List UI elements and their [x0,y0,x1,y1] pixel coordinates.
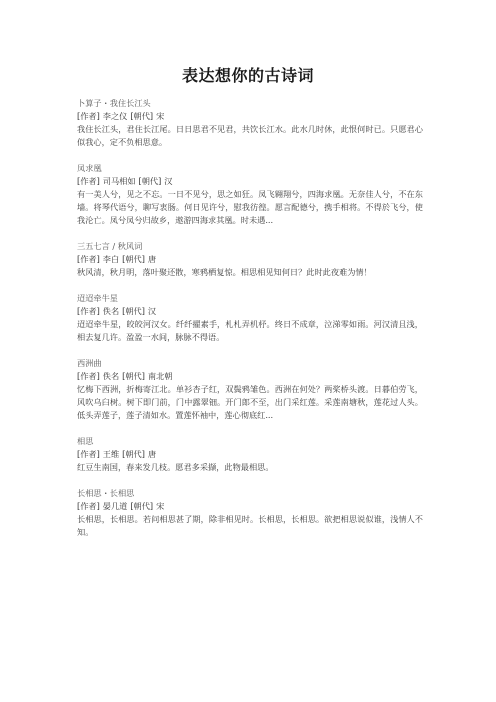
poem-meta [77,175,423,188]
dynasty-label: [朝代] [122,306,145,316]
poem-item [77,357,423,422]
poem-meta [77,370,423,383]
poem-title: 凤求凰 [77,163,102,173]
poem-title: 三五七言 / 秋风词 [77,241,143,251]
poem-dynasty: 唐 [147,449,157,459]
author-label: [作者] [77,254,100,264]
poem-meta [77,448,423,461]
author-label: [作者] [77,501,100,511]
author-label: [作者] [77,449,100,459]
poem-body: 有一美人兮，见之不忘。一日不见兮，思之如狂。凤飞翱翔兮，四海求凰。无奈佳人兮，不在东墙。将琴代语兮，聊写衷肠。何日见许兮，慰我彷徨。愿言配德兮，携手相将。不得於飞兮，使我沦亡。凤兮凤兮归故乡，遨游四海求其凰。时未遇... [77,189,423,225]
poem-author: 晏几道 [102,501,128,511]
poem-title: 相思 [77,436,94,446]
poem-body: 忆梅下西洲，折梅寄江北。单衫杏子红，双鬓鸦雏色。西洲在何处？两桨桥头渡。日暮伯劳飞，风吹乌臼树。树下即门前，门中露翠钿。开门郎不至，出门采红莲。采莲南塘秋，莲花过人头。低头弄莲子，莲子清如水。置莲怀袖中，莲心彻底红... [77,384,423,420]
poem-item [77,292,423,344]
author-label: [作者] [77,176,100,186]
poem-author: 佚名 [102,371,120,381]
poem-dynasty: 宋 [156,501,165,511]
poem-author: 李之仪 [102,111,128,121]
poem-dynasty: 唐 [147,254,157,264]
poem-author: 王维 [102,449,120,459]
poem-author: 司马相如 [102,176,136,186]
document-title: 表达想你的古诗词 [181,66,314,85]
poem-author: 佚名 [102,306,120,316]
poem-list [77,97,423,552]
poem-item [77,435,423,474]
poem-item [77,162,423,227]
poem-body: 秋风清，秋月明，落叶聚还散，寒鸦栖复惊。相思相见知何日？此时此夜难为情！ [77,267,372,277]
poem-author: 李白 [102,254,120,264]
author-label: [作者] [77,306,100,316]
poem-dynasty: 汉 [147,306,157,316]
poem-item [77,97,423,149]
poem-dynasty: 南北朝 [147,371,173,381]
poem-body: 迢迢牵牛星，皎皎河汉女。纤纤擢素手，札札弄机杼。终日不成章，泣涕零如雨。河汉清且浅，相去复几许。盈盈一水间，脉脉不得语。 [77,319,423,342]
poem-title: 卜算子・我住长江头 [77,98,151,108]
poem-title: 西洲曲 [77,358,102,368]
poem-dynasty: 宋 [156,111,165,121]
dynasty-label: [朝代] [122,449,145,459]
poem-meta [77,253,423,266]
poem-meta [77,305,423,318]
dynasty-label: [朝代] [138,176,162,186]
author-label: [作者] [77,371,100,381]
poem-body: 长相思，长相思。若问相思甚了期，除非相见时。长相思，长相思。欲把相思说似谁，浅情人不知。 [77,514,423,537]
poem-dynasty: 汉 [164,176,173,186]
dynasty-label: [朝代] [122,254,145,264]
dynasty-label: [朝代] [130,501,154,511]
poem-body: 红豆生南国，春来发几枝。愿君多采撷，此物最相思。 [77,462,274,472]
poem-title: 长相思・长相思 [77,488,135,498]
poem-item [77,240,423,279]
poem-title: 迢迢牵牛星 [77,293,118,303]
dynasty-label: [朝代] [122,371,145,381]
poem-meta [77,110,423,123]
author-label: [作者] [77,111,100,121]
poem-item [77,487,423,539]
dynasty-label: [朝代] [130,111,154,121]
poem-meta [77,500,423,513]
poem-body: 我住长江头，君住长江尾。日日思君不见君，共饮长江水。此水几时休，此恨何时已。只愿君心似我心，定不负相思意。 [77,124,423,147]
